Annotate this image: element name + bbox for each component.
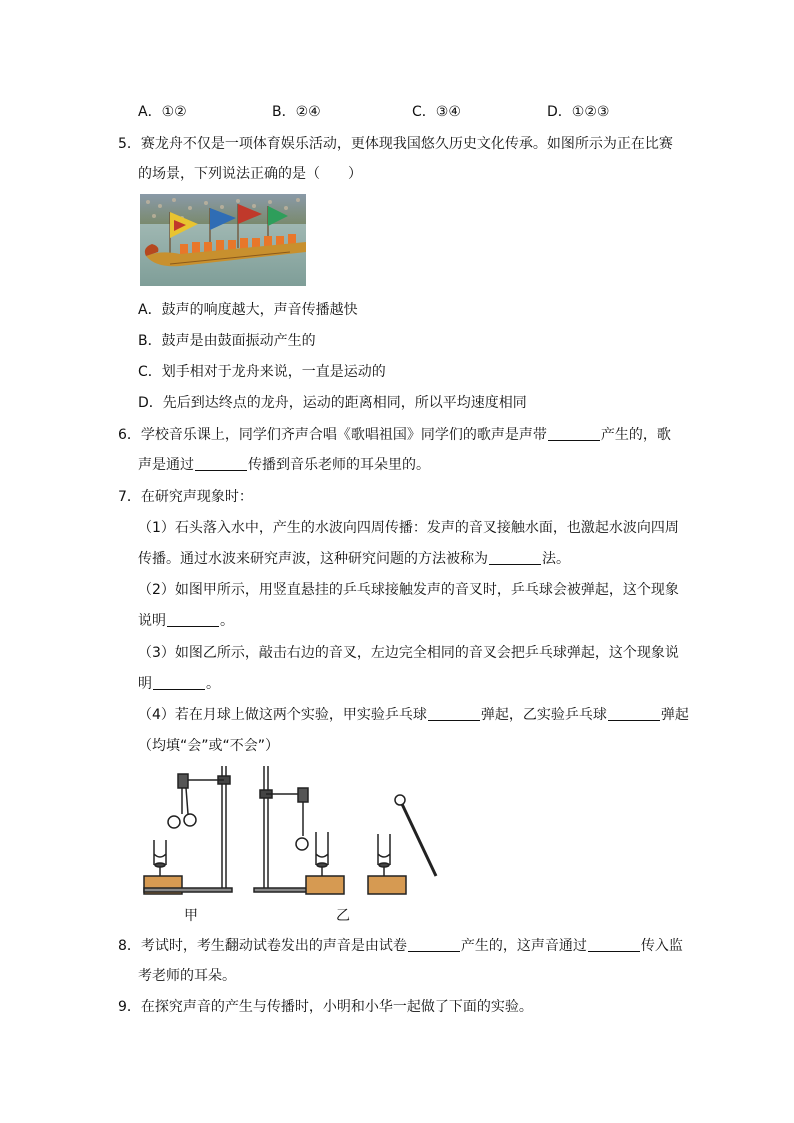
q8-blank-2	[588, 937, 640, 952]
q7-p3-line2: 明 。	[138, 676, 220, 692]
figure-yi-label: 乙	[336, 908, 350, 924]
q6-blank-1	[548, 426, 600, 441]
q7-stem: 7．在研究声现象时：	[118, 489, 253, 505]
q6-line2: 声是通过 传播到音乐老师的耳朵里的。	[138, 457, 430, 473]
q7-p2-line1: （2）如图甲所示，用竖直悬挂的乒乓球接触发声的音叉时，乒乓球会被弹起，这个现象	[138, 582, 679, 598]
dragon-boat-photo	[140, 194, 306, 286]
q7-p4-line1: （4）若在月球上做这两个实验，甲实验乒乓球 弹起，乙实验乒乓球 弹起	[138, 707, 689, 723]
q8-blank-1	[408, 937, 460, 952]
q5-stem-line2: 的场景，下列说法正确的是（ ）	[138, 166, 362, 182]
q5-option-d: D．先后到达终点的龙舟，运动的距离相同，所以平均速度相同	[138, 395, 527, 411]
q7-p1-line2: 传播。通过水波来研究声波，这种研究问题的方法被称为 法。	[138, 551, 570, 567]
q4-option-a: A．①②	[138, 104, 187, 120]
q7-blank-moon-jia	[428, 706, 480, 721]
q4-option-c: C．③④	[412, 104, 461, 120]
figure-yi-apparatus	[254, 766, 436, 894]
q9-line1: 9．在探究声音的产生与传播时，小明和小华一起做了下面的实验。	[118, 999, 533, 1015]
figure-jia-apparatus	[144, 766, 232, 894]
q7-p4-line2: （均填“会”或“不会”）	[138, 738, 280, 754]
q5-option-b: B．鼓声是由鼓面振动产生的	[138, 333, 316, 349]
q6-line1: 6．学校音乐课上，同学们齐声合唱《歌唱祖国》同学们的歌声是声带 产生的，歌	[118, 427, 671, 443]
q7-p1-line1: （1）石头落入水中，产生的水波向四周传播：发声的音叉接触水面，也激起水波向四周	[138, 520, 679, 536]
q7-blank-moon-yi	[608, 706, 660, 721]
q6-blank-2	[195, 456, 247, 471]
q5-option-a: A．鼓声的响度越大，声音传播越快	[138, 302, 358, 318]
q8-line2: 考老师的耳朵。	[138, 968, 236, 984]
q7-blank-method	[489, 550, 541, 565]
q4-option-d: D．①②③	[547, 104, 610, 120]
q8-line1: 8．考试时，考生翻动试卷发出的声音是由试卷 产生的，这声音通过 传入监	[118, 938, 683, 954]
q5-stem-line1: 5．赛龙舟不仅是一项体育娱乐活动，更体现我国悠久历史文化传承。如图所示为正在比赛	[118, 136, 673, 152]
figure-jia-label: 甲	[184, 908, 198, 924]
q7-blank-jia	[167, 612, 219, 627]
q7-p2-line2: 说明 。	[138, 613, 234, 629]
q5-option-c: C．划手相对于龙舟来说，一直是运动的	[138, 364, 386, 380]
q7-p3-line1: （3）如图乙所示，敲击右边的音叉，左边完全相同的音叉会把乒乓球弹起，这个现象说	[138, 645, 679, 661]
q4-option-b: B．②④	[272, 104, 321, 120]
q7-blank-yi	[153, 675, 205, 690]
